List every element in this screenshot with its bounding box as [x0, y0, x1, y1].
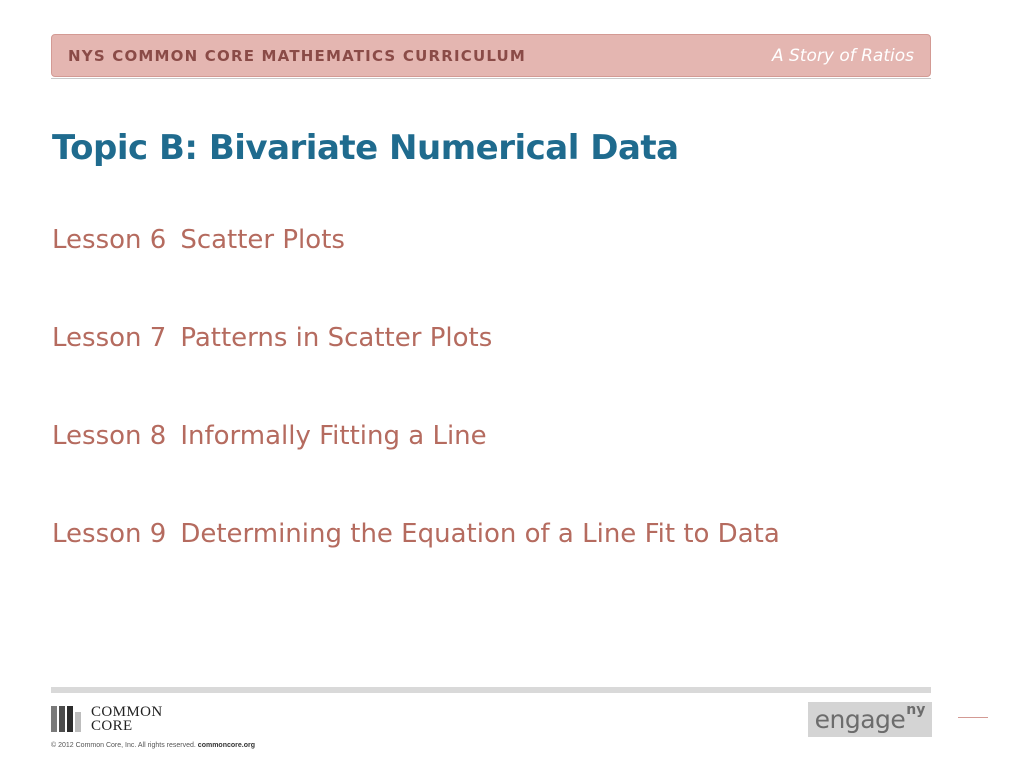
lesson-title: Patterns in Scatter Plots [180, 323, 493, 353]
module-subtitle: A Story of Ratios [771, 45, 914, 66]
lesson-number: Lesson 6 [52, 225, 167, 255]
curriculum-title: NYS COMMON CORE MATHEMATICS CURRICULUM [68, 46, 527, 65]
lesson-number: Lesson 8 [52, 421, 167, 451]
accent-dash [958, 717, 988, 718]
curriculum-header [51, 34, 931, 77]
common-core-wordmark: COMMON CORE [91, 704, 163, 734]
lesson-title: Determining the Equation of a Line Fit to Data [180, 519, 780, 549]
lesson-number: Lesson 9 [52, 519, 167, 549]
lesson-item-9 [52, 519, 780, 549]
lesson-number: Lesson 7 [52, 323, 167, 353]
topic-title: Topic B: Bivariate Numerical Data [52, 128, 679, 168]
lesson-title: Scatter Plots [180, 225, 345, 255]
footer-divider [51, 687, 931, 693]
engage-ny-logo: engage ny [808, 702, 932, 737]
lesson-item-7 [52, 323, 492, 353]
lesson-item-8 [52, 421, 487, 451]
common-core-logo [51, 704, 163, 734]
header-divider [51, 78, 931, 79]
common-core-bars-icon [51, 706, 83, 732]
lesson-title: Informally Fitting a Line [180, 421, 487, 451]
commoncore-link[interactable]: commoncore.org [197, 742, 255, 749]
copyright-notice: © 2012 Common Core, Inc. All rights reserved. commoncore.org [51, 742, 255, 749]
lesson-item-6 [52, 225, 345, 255]
